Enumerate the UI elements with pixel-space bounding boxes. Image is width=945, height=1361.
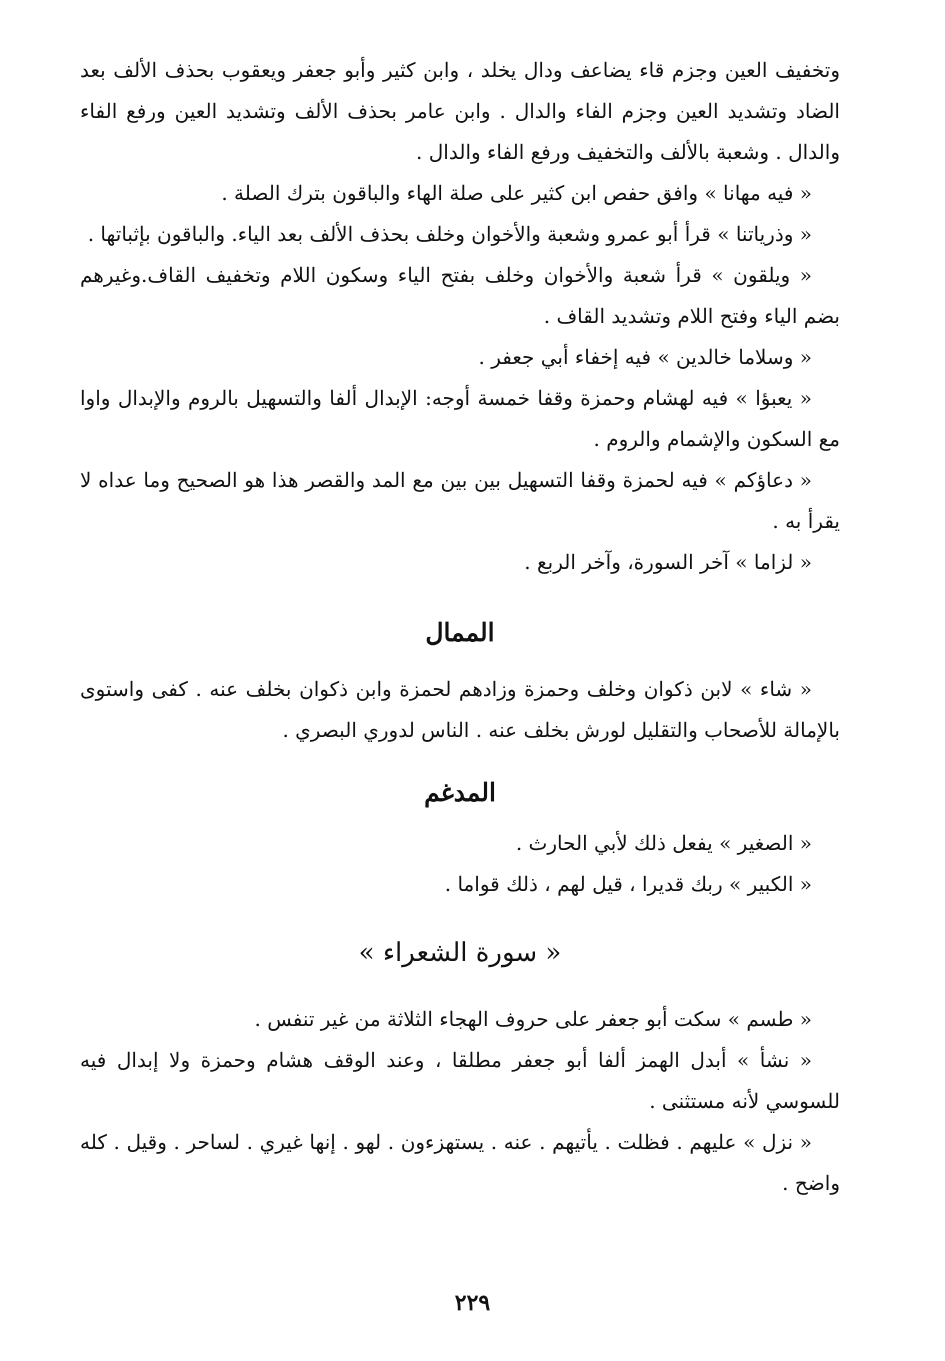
paragraph-9: « شاء » لابن ذكوان وخلف وحمزة وزادهم لحمزة وابن ذكوان بخلف عنه . كفى واستوى بالإمالة للأصحاب والتقليل لورش بخلف عنه . الناس لدوري البصري . [80, 677, 840, 742]
section-heading-sura: « سورة الشعراء » [358, 938, 562, 968]
paragraph-7: « دعاؤكم » فيه لحمزة وقفا التسهيل بين بين مع المد والقصر هذا هو الصحيح وما عداه لا يقرأ به . [80, 468, 840, 533]
page-number: ٢٢٩ [454, 1290, 491, 1316]
paragraph-12: « طسم » سكت أبو جعفر على حروف الهجاء الثلاثة من غير تنفس . [254, 1007, 812, 1031]
paragraph-10: « الصغير » يفعل ذلك لأبي الحارث . [515, 831, 812, 855]
paragraph-6: « يعبؤا » فيه لهشام وحمزة وقفا خمسة أوجه: الإبدال ألفا والتسهيل بالروم والإبدال واوا مع السكون والإشمام والروم . [80, 386, 840, 451]
paragraph-5: « وسلاما خالدين » فيه إخفاء أبي جعفر . [478, 345, 812, 369]
paragraph-4: « ويلقون » قرأ شعبة والأخوان وخلف بفتح الياء وسكون اللام وتخفيف القاف.وغيرهم بضم الياء وفتح اللام وتشديد القاف . [80, 263, 840, 328]
paragraph-1: وتخفيف العين وجزم قاء يضاعف ودال يخلد ، وابن كثير وأبو جعفر ويعقوب بحذف الألف بعد الضاد وتشديد العين وجزم الفاء والدال . وابن عامر بحذف الألف وتشديد العين ورفع الفاء والدال . وشعبة بالألف والتخفيف ورفع الفاء والدال . [80, 58, 840, 164]
section-heading-mudgham: المدغم [424, 778, 496, 807]
paragraph-2: « فيه مهانا » وافق حفص ابن كثير على صلة الهاء والباقون بترك الصلة . [221, 181, 812, 205]
section-heading-mamal: الممال [425, 618, 495, 647]
paragraph-14: « نزل » عليهم . فظلت . يأتيهم . عنه . يستهزءون . لهو . إنها غيري . لساحر . وقيل . كله واضح . [80, 1130, 840, 1195]
paragraph-13: « نشأ » أبدل الهمز ألفا أبو جعفر مطلقا ، وعند الوقف هشام وحمزة ولا إبدال فيه للسوسي لأنه مستثنى . [80, 1048, 840, 1113]
paragraph-8: « لزاما » آخر السورة، وآخر الربع . [524, 550, 812, 574]
paragraph-3: « وذرياتنا » قرأ أبو عمرو وشعبة والأخوان وخلف بحذف الألف بعد الياء. والباقون بإثباتها . [87, 222, 812, 246]
paragraph-11: « الكبير » ربك قديرا ، قيل لهم ، ذلك قواما . [444, 872, 812, 896]
